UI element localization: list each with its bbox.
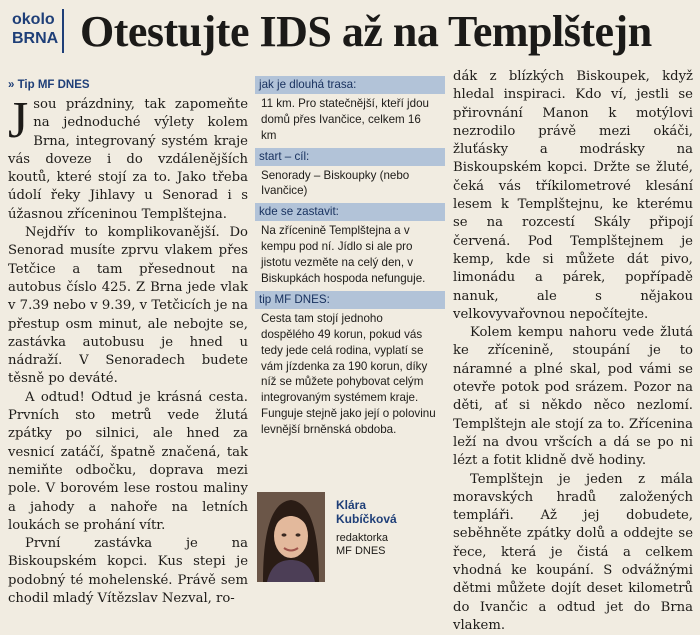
headline: Otestujte IDS až na Templštejn — [80, 7, 652, 56]
drop-cap: J — [8, 92, 29, 149]
info-box — [255, 76, 445, 442]
paragraph-4: První zastávka je na Biskoupském kopci. Kus stepi je podobný té mohelenské. Právě sem chodil mladý Vítězslav Nezval, ro- — [8, 536, 248, 607]
author-role-title: redaktorka — [336, 532, 388, 544]
paragraph-3: A odtud! Odtud je krásná cesta. Prvních sto metrů vede žlutá zpátky po silnici, ale hned za vesnicí zatáčí, špatně značená, tak nemiňte odbočku, doprava mezi pole. V borovém lese rostou maliny a jahody a nahoře na letních loukách se prohání vítr. — [8, 389, 248, 533]
author-photo — [257, 492, 325, 582]
info-box-text-start-finish: Senorady – Biskoupky (nebo Ivančice) — [261, 168, 410, 198]
info-box-text-route-length: 11 km. Pro statečnější, kteří jdou domů přes Ivančice, celkem 16 km — [261, 96, 429, 142]
paragraph-1-text: sou prázdniny, tak zapomeňte na jednoduché výlety kolem Brna, integrovaný systém kraje vás doveze i do vzdálenějších koutů, které stojí za to. Jako třeba údolí řeky Jihlavy u Senorad i s úžasnou zříceninou Templštejna. — [8, 97, 248, 222]
author-publication: MF DNES — [336, 545, 386, 557]
author-role — [336, 532, 388, 558]
author-last-name: Kubíčková — [336, 512, 397, 526]
author-portrait-icon — [257, 492, 325, 582]
rubric-line-brna: BRNA — [12, 30, 59, 47]
article-column-left — [8, 77, 248, 608]
info-box-heading-tip: tip MF DNES: — [255, 291, 445, 309]
article-column-right — [453, 68, 693, 635]
article-header — [0, 0, 700, 66]
info-box-heading-where-to-stop: kde se zastavit: — [255, 203, 445, 221]
paragraph-5: dák z blízkých Biskoupek, když hledal inspiraci. Kdo ví, jestli se přirovnání Manon k motýlovi nezrodilo právě mezi okáči, žluťásky a modrásky na Biskoupském kopci. Držte se žluté, čeká vás tříkilometrové klesání lesem k Templštejnu, ke kterému se na rozcestí Skály připojí červená. Pod Templštejnem je kemp, kde si můžete dát pivo, limonádu a párek, popřípadě nanuk, ale s nějakou velkovyvařovnou nepočítejte. — [453, 69, 693, 322]
author-block — [255, 490, 445, 585]
info-box-heading-route-length: jak je dlouhá trasa: — [255, 76, 445, 94]
info-box-heading-start-finish: start – cíl: — [255, 148, 445, 166]
author-name — [336, 498, 397, 526]
section-rubric[interactable] — [12, 10, 58, 48]
paragraph-7: Templštejn je jeden z mála moravských hradů založených templáři. Až jej dobudete, seběhněte zpátky dolů a oddejte se řece, která je čistá a celkem vhodná ke koupání. S odvážnými dětmi můžete dojít deset kilometrů do Ivančic a odtud jet do Brna vlakem. — [453, 471, 693, 633]
tip-label: » Tip MF DNES — [8, 79, 90, 91]
info-box-text-where-to-stop: Na zřícenině Templštejna a v kempu pod ní. Jídlo si ale pro jistotu vezměte na celý den, v Biskupkách hospoda nefunguje. — [261, 224, 426, 285]
paragraph-2: Nejdřív to komplikovanější. Do Senorad musíte zprvu vlakem přes Tetčice a tam přesednout na autobus číslo 425. Z Brna jede vlak v 7.39 nebo v 9.39, v Tetčicích je na přestup osm minut, ale nebojte se, zastávka autobusu je hned u nádraží. V Senoradech budete těsně po deváté. — [8, 225, 248, 387]
rubric-line-okolo: okolo — [12, 11, 55, 28]
author-first-name: Klára — [336, 498, 367, 512]
rubric-divider — [62, 9, 64, 53]
paragraph-6: Kolem kempu nahoru vede žlutá ke zřícenině, stoupání je to náramné a plné skal, pod vámi se otevře potok pod srázem. Pozor na děti, ať si někdo něco nezlomí. Templštejn ale stojí za to. Zřícenina leží na dvou vršcích a dá se po ni lézt a fotit klidně dvě hodiny. — [453, 325, 693, 469]
info-box-text-tip: Cesta tam stojí jednoho dospělého 49 korun, pokud vás tedy jede celá rodina, vyplatí se vám jízdenka za 190 korun, díky níž se můžete pohybovat celým integrovaným systémem kraje. Funguje stejně jako její o polovinu levnější brněnská obdoba. — [261, 311, 436, 437]
paragraph-1 — [8, 92, 248, 224]
